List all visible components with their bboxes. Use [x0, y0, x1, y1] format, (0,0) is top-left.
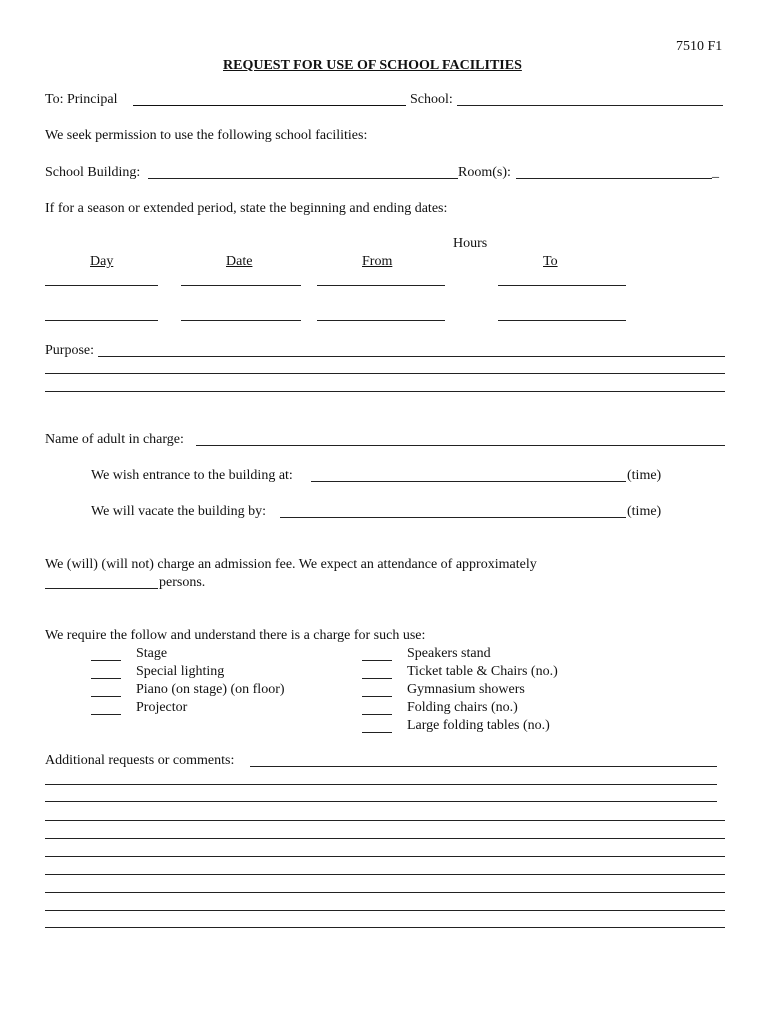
season-text: If for a season or extended period, state the beginning and ending dates: [45, 201, 448, 216]
require-text: We require the follow and understand there is a charge for such use: [45, 628, 426, 643]
purpose-label: Purpose: [45, 343, 94, 358]
speakers-stand-checkbox[interactable] [362, 660, 392, 661]
item-ticket-table: Ticket table & Chairs (no.) [407, 664, 558, 679]
item-special-lighting: Special lighting [136, 664, 225, 679]
column-to: To [543, 254, 558, 269]
permission-text: We seek permission to use the following school facilities: [45, 128, 368, 143]
comments-field-8[interactable] [45, 892, 725, 893]
column-from: From [362, 254, 393, 269]
form-title: REQUEST FOR USE OF SCHOOL FACILITIES [223, 58, 522, 73]
entrance-time-suffix: (time) [627, 468, 662, 483]
rooms-field[interactable] [516, 178, 712, 179]
comments-field-1[interactable] [250, 766, 717, 767]
school-building-field[interactable] [148, 178, 458, 179]
school-label: School: [410, 92, 453, 107]
to-principal-label: To: Principal [45, 92, 118, 107]
comments-field-5[interactable] [45, 838, 725, 839]
date-field-2[interactable] [181, 320, 301, 321]
attendance-field[interactable] [45, 588, 158, 589]
purpose-field-2[interactable] [45, 373, 725, 374]
comments-field-7[interactable] [45, 874, 725, 875]
item-folding-tables: Large folding tables (no.) [407, 718, 550, 733]
date-field-1[interactable] [181, 285, 301, 286]
comments-field-9[interactable] [45, 910, 725, 911]
school-building-label: School Building: [45, 165, 141, 180]
school-field[interactable] [457, 105, 723, 106]
gymnasium-showers-checkbox[interactable] [362, 696, 392, 697]
vacate-label: We will vacate the building by: [91, 504, 266, 519]
day-field-1[interactable] [45, 285, 158, 286]
persons-label: persons. [159, 575, 206, 590]
comments-field-2[interactable] [45, 784, 717, 785]
item-projector: Projector [136, 700, 188, 715]
rooms-tail: _ [712, 165, 719, 180]
comments-field-4[interactable] [45, 820, 725, 821]
folding-tables-checkbox[interactable] [362, 732, 392, 733]
folding-chairs-checkbox[interactable] [362, 714, 392, 715]
purpose-field-3[interactable] [45, 391, 725, 392]
to-field-1[interactable] [498, 285, 626, 286]
item-stage: Stage [136, 646, 168, 661]
comments-label: Additional requests or comments: [45, 753, 235, 768]
day-field-2[interactable] [45, 320, 158, 321]
to-field-2[interactable] [498, 320, 626, 321]
principal-field[interactable] [133, 105, 406, 106]
column-date: Date [226, 254, 253, 269]
item-speakers-stand: Speakers stand [407, 646, 491, 661]
comments-field-3[interactable] [45, 801, 717, 802]
item-folding-chairs: Folding chairs (no.) [407, 700, 518, 715]
rooms-label: Room(s): [458, 165, 511, 180]
adult-in-charge-field[interactable] [196, 445, 725, 446]
from-field-1[interactable] [317, 285, 445, 286]
hours-label: Hours [453, 236, 488, 251]
entrance-time-field[interactable] [311, 481, 626, 482]
comments-field-6[interactable] [45, 856, 725, 857]
form-number: 7510 F1 [676, 39, 723, 54]
stage-checkbox[interactable] [91, 660, 121, 661]
item-gymnasium-showers: Gymnasium showers [407, 682, 525, 697]
special-lighting-checkbox[interactable] [91, 678, 121, 679]
adult-in-charge-label: Name of adult in charge: [45, 432, 184, 447]
vacate-time-field[interactable] [280, 517, 626, 518]
purpose-field-1[interactable] [98, 356, 725, 357]
ticket-table-checkbox[interactable] [362, 678, 392, 679]
projector-checkbox[interactable] [91, 714, 121, 715]
piano-checkbox[interactable] [91, 696, 121, 697]
item-piano: Piano (on stage) (on floor) [136, 682, 285, 697]
comments-field-10[interactable] [45, 927, 725, 928]
column-day: Day [90, 254, 114, 269]
entrance-label: We wish entrance to the building at: [91, 468, 293, 483]
vacate-time-suffix: (time) [627, 504, 662, 519]
admission-fee-text: We (will) (will not) charge an admission fee. We expect an attendance of approximately [45, 557, 537, 572]
from-field-2[interactable] [317, 320, 445, 321]
